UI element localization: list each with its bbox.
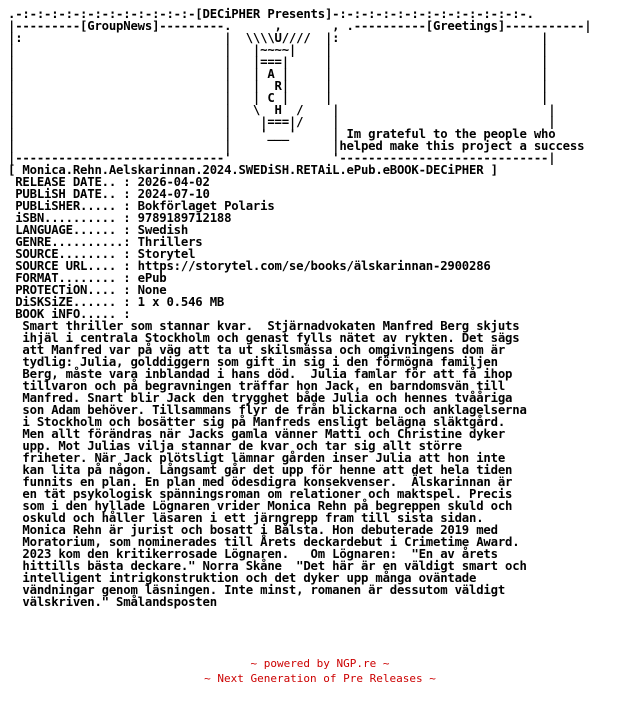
nfo-line: [ Monica.Rehn.Aelskarinnan.2024.SWEDiSH.RETAiL.ePub.eBOOK-DECiPHER ] xyxy=(8,163,498,177)
nfo-line: son Adam behöver. Tillsammans flyr de från blickarna och anklagelserna xyxy=(8,403,527,417)
nfo-line: Berg, måste vara inblandad i hans död. Julia famlar för att få ihop xyxy=(8,367,513,381)
nfo-line: DiSKSiZE...... : 1 x 0.546 MB xyxy=(8,295,225,309)
nfo-line: ihjäl i centrala Stockholm och genast fylls nätet av rykten. Det sägs xyxy=(8,331,520,345)
nfo-line: RELEASE DATE.. : 2026-04-02 xyxy=(8,175,210,189)
nfo-line: Men allt förändras när Jacks gamla vänner Matti och Christine dyker xyxy=(8,427,506,441)
nfo-line: kan lita på någon. Långsamt går det upp för henne att det hela tiden xyxy=(8,463,513,477)
nfo-line: Monica Rehn är jurist och bosatt i Bålsta. Hon debuterade 2019 med xyxy=(8,523,498,537)
nfo-line: | | |helped make this project a success xyxy=(8,139,585,153)
nfo-line: 2023 kom den kritikerrosade Lögnaren. Om Lögnaren: "En av årets xyxy=(8,547,498,561)
nfo-line: | | | R| | | xyxy=(8,79,549,93)
nfo-line: hittills bästa deckare." Norra Skåne "Det här är en väldigt smart och xyxy=(8,559,527,573)
nfo-line: tillvaron och på begravningen träffar hon Jack, en barndomsvän till xyxy=(8,379,506,393)
nfo-line: SOURCE URL.... : https://storytel.com/se/books/älskarinnan-2900286 xyxy=(8,259,491,273)
nfo-line: |: | \\\\U//// |: | xyxy=(8,31,549,45)
nfo-line: GENRE..........: Thrillers xyxy=(8,235,203,249)
nfo-document xyxy=(8,8,591,608)
nfo-line: friheter. När Jack plötsligt lämnar gården inser Julia att hon inte xyxy=(8,451,506,465)
nfo-line: Manfred. Snart blir Jack den trygghet både Julia och hennes tvååriga xyxy=(8,391,513,405)
nfo-line: BOOK iNFO..... : xyxy=(8,307,131,321)
nfo-line: FORMAT........ : ePub xyxy=(8,271,167,285)
nfo-line: Moratorium, som nominerades till Årets deckardebut i Crimetime Award. xyxy=(8,535,520,549)
nfo-line: | | |~~~~| | | xyxy=(8,43,549,57)
nfo-line: intelligent intrigkonstruktion och det dyker upp många oväntade xyxy=(8,571,477,585)
nfo-line: tydlig: Julia, golddiggern som gift in sig i den förmögna familjen xyxy=(8,355,498,369)
footer-tagline: ~ Next Generation of Pre Releases ~ xyxy=(204,672,436,685)
nfo-line: att Manfred var på väg att ta ut skilsmässa och omgivningens dom är xyxy=(8,343,506,357)
nfo-line: iSBN.......... : 9789189712188 xyxy=(8,211,232,225)
nfo-line: | | | A | | | xyxy=(8,67,549,81)
nfo-line: .-:-:-:-:-:-:-:-:-:-:-:-:-[DECiPHER Presents]-:-:-:-:-:-:-:-:-:-:-:-:-:-. xyxy=(8,7,534,21)
nfo-line: PROTECTiON.... : None xyxy=(8,283,167,297)
nfo-line: som i den hyllade Lögnaren vrider Monica Rehn på begreppen skuld och xyxy=(8,499,513,513)
nfo-line: välskriven." Smålandsposten xyxy=(8,595,217,609)
nfo-line: upp. Mot Julias vilja stannar de kvar och tar sig allt större xyxy=(8,439,462,453)
footer-powered-by: ~ powered by NGP.re ~ xyxy=(250,657,390,670)
nfo-line: PUBLiSHER..... : Bokförlaget Polaris xyxy=(8,199,275,213)
nfo-line: oskuld och håller läsaren i ett järngrepp fram till sista sidan. xyxy=(8,511,484,525)
nfo-line: |---------[GroupNews]---------. , , .----------[Greetings]-----------| xyxy=(8,19,592,33)
nfo-line: i Stockholm och bosätter sig på Manfreds ensligt belägna släktgård. xyxy=(8,415,506,429)
nfo-line: en tät psykologisk spänningsroman om relationer och maktspel. Precis xyxy=(8,487,513,501)
nfo-line: | | | C | | | xyxy=(8,91,549,105)
nfo-line: funnits en plan. En plan med ödesdigra konsekvenser. Älskarinnan är xyxy=(8,475,513,489)
nfo-line: | | |===|/ | | xyxy=(8,115,556,129)
nfo-line: | | \ H / | | xyxy=(8,103,556,117)
nfo-line: Smart thriller som stannar kvar. Stjärnadvokaten Manfred Berg skjuts xyxy=(8,319,520,333)
nfo-line: | | |===| | | xyxy=(8,55,549,69)
nfo-line: | | '___' | Im grateful to the people who xyxy=(8,127,556,141)
nfo-line: vändningar genom läsningen. Inte minst, romanen är dessutom väldigt xyxy=(8,583,506,597)
nfo-line: LANGUAGE...... : Swedish xyxy=(8,223,189,237)
nfo-line: PUBLiSH DATE.. : 2024-07-10 xyxy=(8,187,210,201)
footer xyxy=(0,656,640,686)
nfo-line: |-----------------------------' '-----------------------------| xyxy=(8,151,556,165)
nfo-line: SOURCE........ : Storytel xyxy=(8,247,196,261)
